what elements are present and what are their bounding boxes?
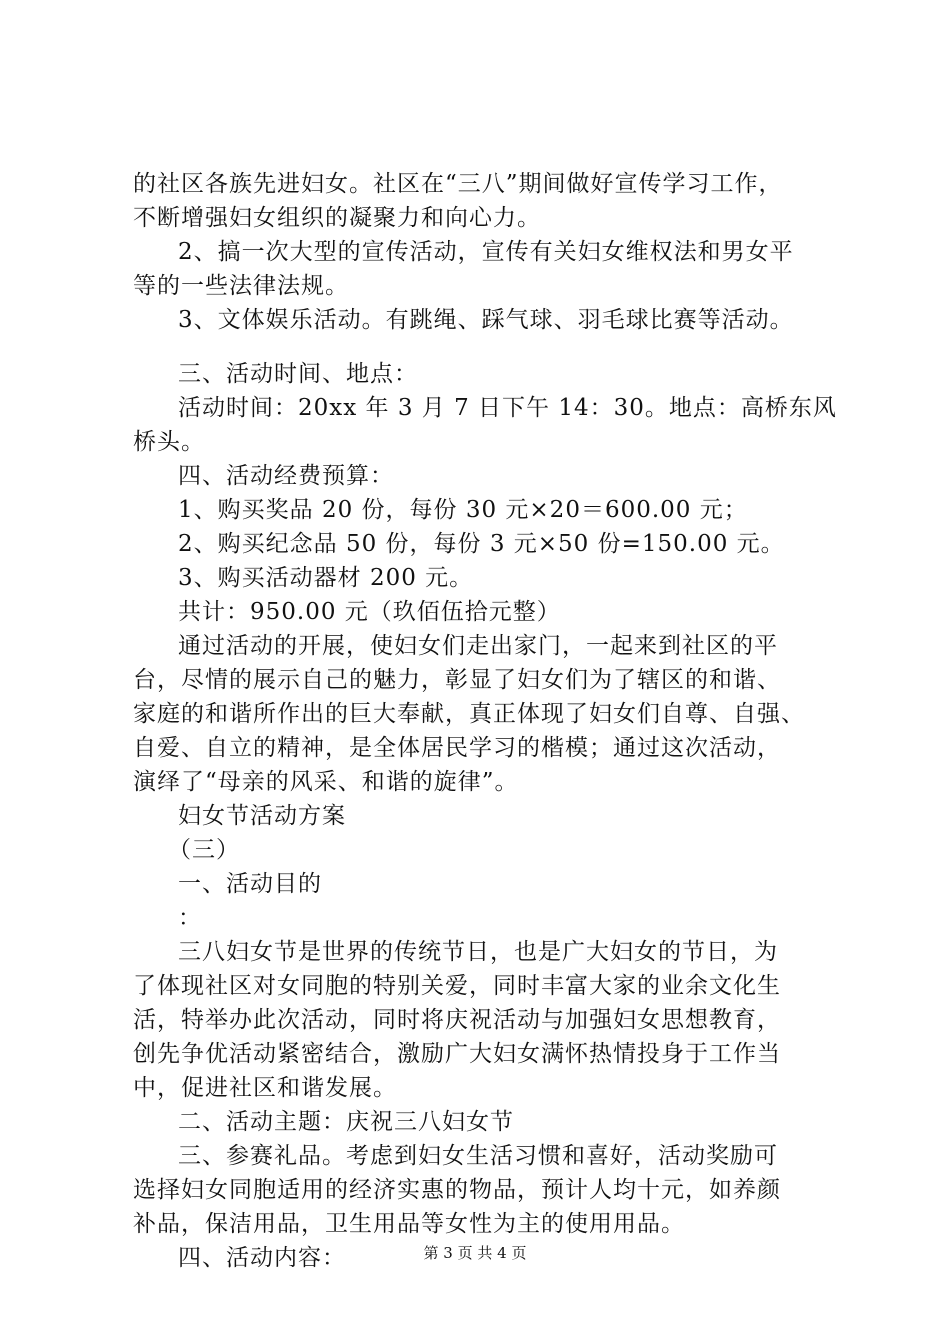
text-line: 三八妇女节是世界的传统节日，也是广大妇女的节日，为 [178,939,778,965]
text-line: 了体现社区对女同胞的特别关爱，同时丰富大家的业余文化生 [133,973,781,999]
text-line: 中，促进社区和谐发展。 [133,1075,397,1101]
text-line: 家庭的和谐所作出的巨大奉献，真正体现了妇女们自尊、自强、 [133,701,805,727]
text-line: 共计：950.00 元（玖佰伍拾元整） [178,599,561,625]
text-line: 2、搞一次大型的宣传活动，宣传有关妇女维权法和男女平 [178,239,794,265]
text-line: 选择妇女同胞适用的经济实惠的物品，预计人均十元，如养颜 [133,1177,781,1203]
text-line: 活，特举办此次活动，同时将庆祝活动与加强妇女思想教育， [133,1007,781,1033]
text-line: 等的一些法律法规。 [133,273,349,299]
document-title: 妇女节活动方案 [178,803,346,829]
page-number: 第 3 页 共 4 页 [423,1244,527,1262]
text-line: 台，尽情的展示自己的魅力，彰显了妇女们为了辖区的和谐、 [133,667,781,693]
section-heading: 三、活动时间、地点： [178,361,418,387]
section-heading: 一、活动目的 [178,871,322,897]
text-line: 自爱、自立的精神，是全体居民学习的楷模；通过这次活动， [133,735,781,761]
text-line: 1、购买奖品 20 份，每份 30 元×20＝600.00 元； [178,497,748,523]
text-line: 3、文体娱乐活动。有跳绳、踩气球、羽毛球比赛等活动。 [178,307,794,333]
text-line: 三、参赛礼品。考虑到妇女生活习惯和喜好，活动奖励可 [178,1143,778,1169]
text-line: 活动时间：20xx 年 3 月 7 日下午 14：30。地点：高桥东风 [178,395,837,421]
section-heading: 四、活动内容： [178,1245,346,1271]
text-line: 通过活动的开展，使妇女们走出家门，一起来到社区的平 [178,633,778,659]
section-heading: 二、活动主题：庆祝三八妇女节 [178,1109,514,1135]
page-footer [0,1243,950,1263]
text-line: 3、购买活动器材 200 元。 [178,565,474,591]
document-subtitle: （三） [168,837,240,863]
text-line: 不断增强妇女组织的凝聚力和向心力。 [133,205,541,231]
text-line: 的社区各族先进妇女。社区在“三八”期间做好宣传学习工作， [133,171,783,197]
text-line: 桥头。 [133,429,205,455]
text-line: 补品，保洁用品，卫生用品等女性为主的使用用品。 [133,1211,685,1237]
text-line: 2、购买纪念品 50 份，每份 3 元×50 份=150.00 元。 [178,531,785,557]
section-heading: 四、活动经费预算： [178,463,394,489]
text-line: ： [178,905,202,931]
text-line: 创先争优活动紧密结合，激励广大妇女满怀热情投身于工作当 [133,1041,781,1067]
text-line: 演绎了“母亲的风采、和谐的旋律”。 [133,769,519,795]
